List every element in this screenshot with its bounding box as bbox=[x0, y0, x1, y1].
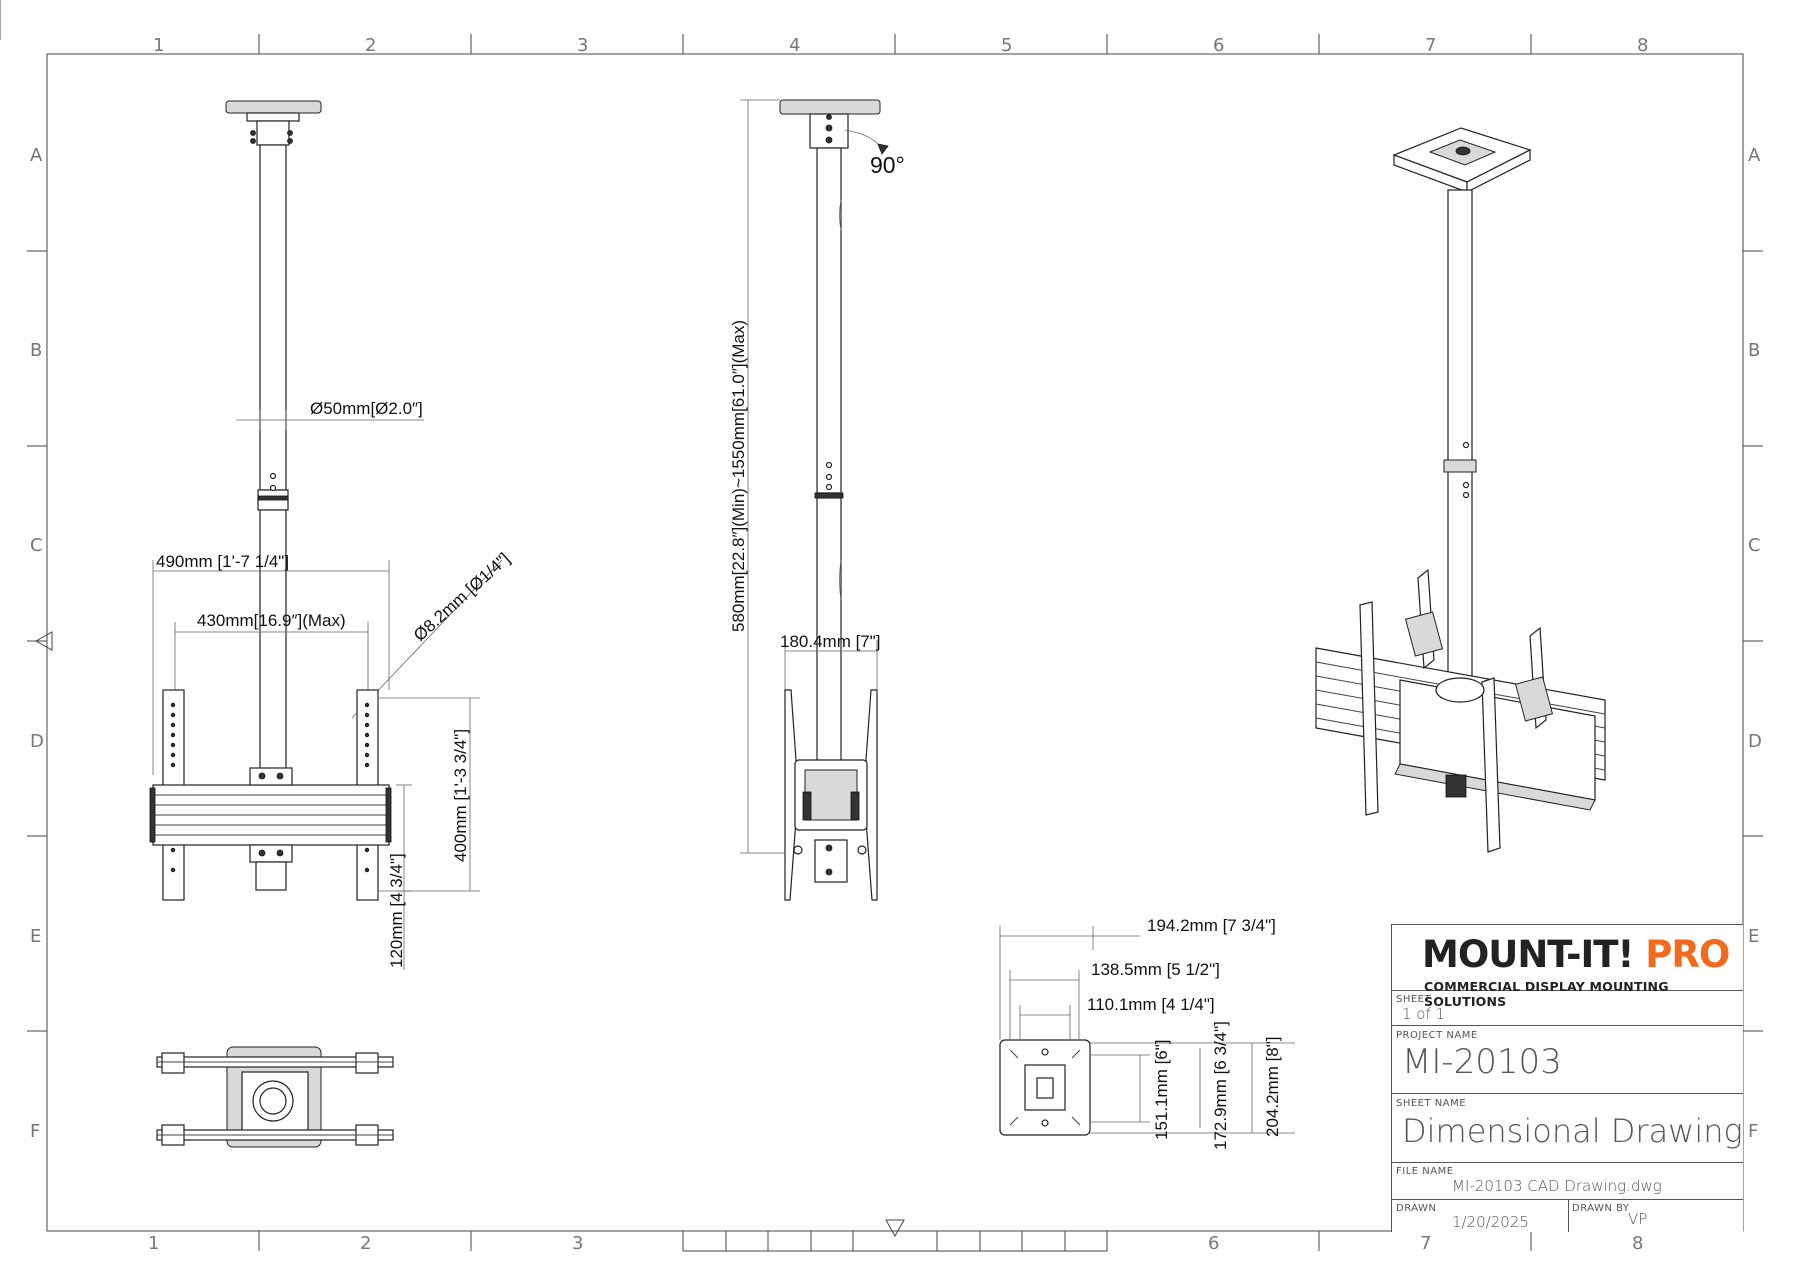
zone-row-b: B bbox=[30, 340, 43, 361]
zone-row-d: D bbox=[30, 731, 44, 752]
zone-column-labels-top bbox=[153, 35, 1648, 56]
file-label: FILE NAME bbox=[1396, 1166, 1454, 1177]
sheet-name-value: Dimensional Drawing bbox=[1402, 1112, 1743, 1150]
zone-row-f: F bbox=[30, 1121, 41, 1142]
company-logo bbox=[1422, 933, 1729, 976]
bracket-height-dim: 400mm [1'-3 3/4"] bbox=[451, 728, 470, 862]
sheet-row bbox=[1392, 991, 1743, 1026]
zone-row-c: C bbox=[30, 535, 43, 556]
project-value: MI-20103 bbox=[1402, 1042, 1562, 1082]
zone-col-1: 1 bbox=[153, 35, 165, 56]
height-range-dim: 580mm[22.8″](Min)~1550mm[61.0″](Max) bbox=[729, 319, 748, 632]
zone-row-e: E bbox=[30, 926, 42, 947]
zone-row-labels-right bbox=[1748, 145, 1762, 1142]
zone-col-7: 7 bbox=[1420, 1233, 1432, 1254]
zone-col-5: 5 bbox=[1001, 35, 1013, 56]
logo-main-text: MOUNT-IT! bbox=[1422, 933, 1634, 976]
sheet-value: 1 of 1 bbox=[1402, 1005, 1446, 1023]
file-row bbox=[1392, 1163, 1743, 1200]
zone-col-3: 3 bbox=[572, 1233, 584, 1254]
plate-view bbox=[1000, 916, 1295, 1150]
zone-row-b: B bbox=[1748, 340, 1761, 361]
project-label: PROJECT NAME bbox=[1396, 1030, 1478, 1041]
plate-width-mid-dim: 138.5mm [5 1/2"] bbox=[1091, 960, 1220, 979]
drawn-by-label: DRAWN BY bbox=[1572, 1203, 1630, 1214]
zone-row-a: A bbox=[1748, 145, 1761, 166]
zone-row-a: A bbox=[30, 145, 43, 166]
zone-row-f: F bbox=[1748, 1121, 1759, 1142]
zone-col-8: 8 bbox=[1637, 35, 1649, 56]
hole-diameter-dim: Ø8.2mm [Ø1/4"] bbox=[409, 549, 514, 645]
depth-dim: 180.4mm [7"] bbox=[780, 632, 881, 651]
side-view bbox=[729, 100, 905, 900]
zone-col-3: 3 bbox=[577, 35, 589, 56]
zone-col-2: 2 bbox=[360, 1233, 372, 1254]
drawn-value: 1/20/2025 bbox=[1452, 1213, 1529, 1231]
zone-row-c: C bbox=[1748, 535, 1761, 556]
logo-subtitle: COMMERCIAL DISPLAY MOUNTING SOLUTIONS bbox=[1424, 979, 1669, 1009]
project-row bbox=[1392, 1026, 1743, 1094]
plate-width-inner-dim: 110.1mm [4 1/4"] bbox=[1087, 995, 1215, 1014]
zone-col-6: 6 bbox=[1213, 35, 1225, 56]
lower-offset-dim: 120mm [4 3/4"] bbox=[387, 853, 406, 968]
overall-width-dim: 490mm [1'-7 1/4"] bbox=[156, 552, 290, 571]
zone-col-6: 6 bbox=[1208, 1233, 1220, 1254]
zone-col-4: 4 bbox=[789, 35, 801, 56]
zone-col-7: 7 bbox=[1425, 35, 1437, 56]
sheet-name-label: SHEET NAME bbox=[1396, 1098, 1467, 1109]
drawn-by-divider bbox=[1568, 1200, 1569, 1232]
drawn-label: DRAWN bbox=[1396, 1203, 1437, 1214]
logo-pro-text: PRO bbox=[1645, 933, 1730, 976]
zone-col-2: 2 bbox=[365, 35, 377, 56]
plate-width-outer-dim: 194.2mm [7 3/4"] bbox=[1147, 916, 1276, 935]
drawn-row bbox=[1392, 1200, 1743, 1232]
zone-row-labels-left bbox=[30, 145, 44, 1142]
plate-height-mid-dim: 172.9mm [6 3/4"] bbox=[1211, 1021, 1230, 1150]
title-block bbox=[1391, 924, 1743, 1232]
file-value: MI-20103 CAD Drawing.dwg bbox=[1452, 1177, 1662, 1195]
zone-col-1: 1 bbox=[148, 1233, 160, 1254]
max-width-dim: 430mm[16.9″](Max) bbox=[197, 611, 346, 630]
drawn-by-value: VP bbox=[1628, 1210, 1648, 1228]
plate-height-inner-dim: 151.1mm [6"] bbox=[1152, 1039, 1171, 1140]
front-view bbox=[150, 101, 514, 970]
isometric-view bbox=[1316, 128, 1605, 852]
pole-diameter-dim: Ø50mm[Ø2.0″] bbox=[310, 399, 423, 418]
zone-row-e: E bbox=[1748, 926, 1760, 947]
sheet-label: SHEET bbox=[1396, 994, 1432, 1005]
zone-row-d: D bbox=[1748, 731, 1762, 752]
zone-col-8: 8 bbox=[1632, 1233, 1644, 1254]
sheet-name-row bbox=[1392, 1094, 1743, 1163]
top-view bbox=[157, 1047, 393, 1147]
rotation-label: 90° bbox=[870, 152, 905, 178]
plate-height-outer-dim: 204.2mm [8"] bbox=[1263, 1036, 1282, 1137]
